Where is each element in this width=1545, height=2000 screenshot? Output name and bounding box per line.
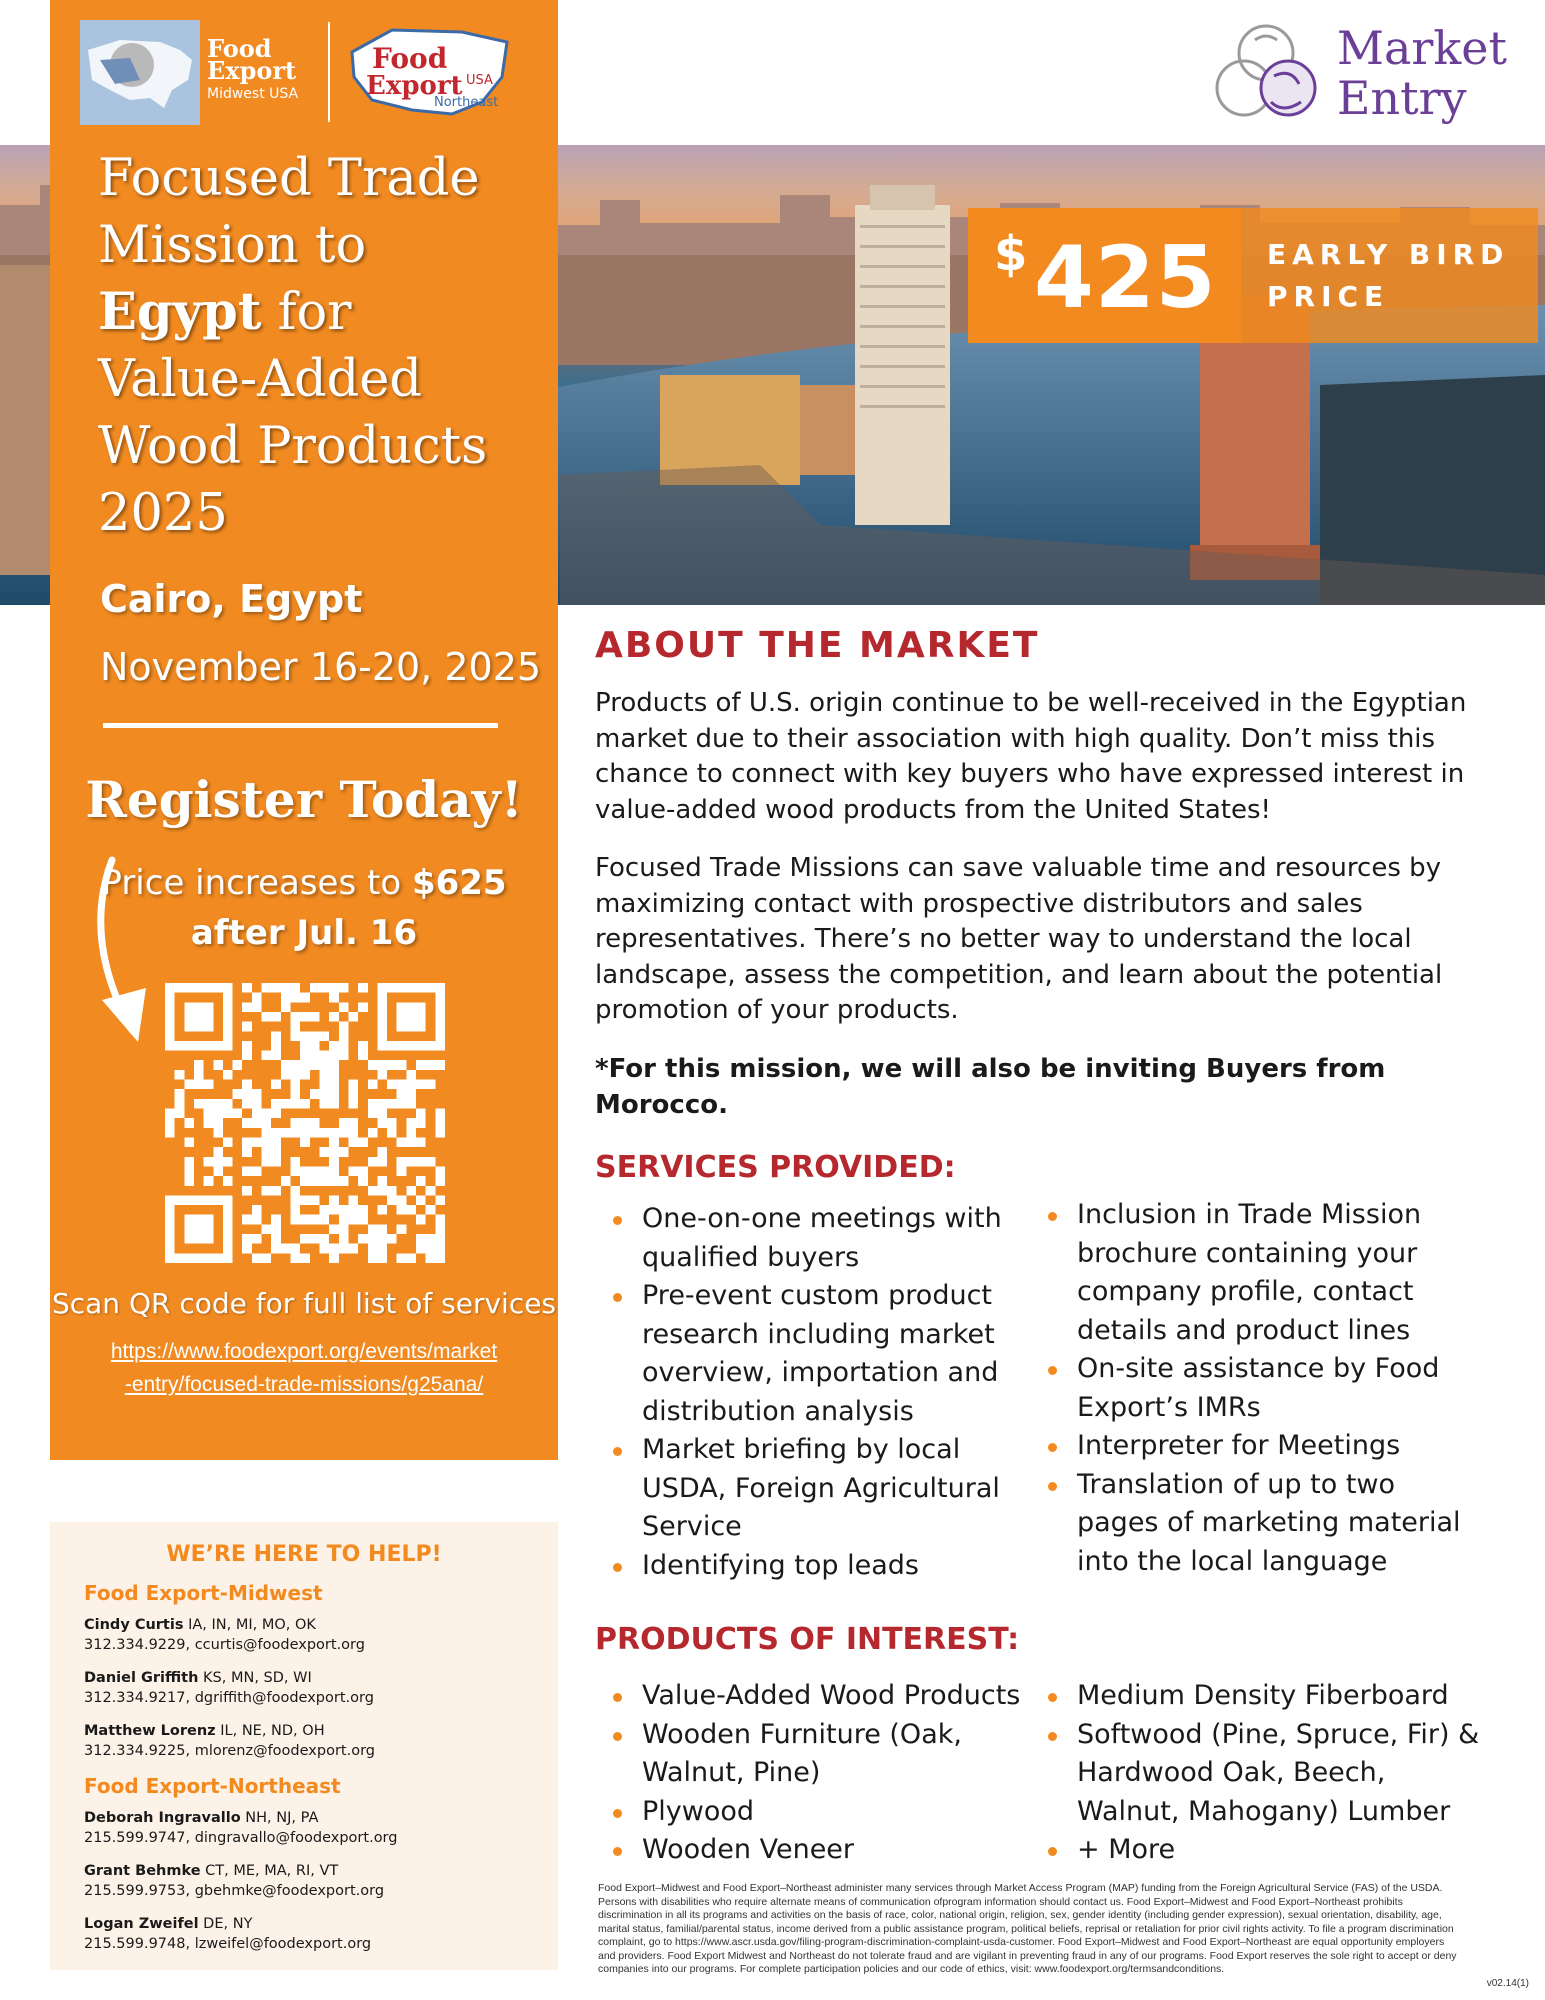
contact-entry	[84, 1808, 558, 1848]
contact-states: IA, IN, MI, MO, OK	[183, 1617, 316, 1633]
contact-details[interactable]: 215.599.9753, gbehmke@foodexport.org	[84, 1883, 385, 1899]
contacts-box	[50, 1522, 558, 1970]
contact-details[interactable]: 215.599.9748, lzweifel@foodexport.org	[84, 1936, 372, 1952]
registration-link[interactable]	[90, 1335, 518, 1401]
contact-name: Daniel Griffith	[84, 1670, 199, 1686]
contacts-title: WE’RE HERE TO HELP!	[166, 1542, 442, 1567]
price-amount-box	[968, 208, 1241, 343]
fen-region: Northeast	[434, 95, 499, 110]
about-note-morocco: *For this mission, we will also be inviting Buyers from Morocco.	[595, 1054, 1386, 1120]
event-city: Cairo, Egypt	[100, 577, 363, 621]
title-line3-rest: for	[261, 283, 352, 342]
title-country: Egypt	[98, 282, 262, 342]
contact-entry	[84, 1861, 558, 1901]
contact-details[interactable]: 312.334.9217, dgriffith@foodexport.org	[84, 1690, 374, 1706]
early-bird-price-callout	[968, 208, 1538, 343]
list-item: One-on-one meetings with qualified buyers	[595, 1200, 1015, 1277]
list-item: Softwood (Pine, Spruce, Fir) & Hardwood Oak, Beech, Walnut, Mahogany) Lumber	[1030, 1716, 1480, 1832]
contact-entry	[84, 1615, 558, 1655]
contact-states: DE, NY	[198, 1916, 253, 1932]
contact-details[interactable]: 312.334.9225, mlorenz@foodexport.org	[84, 1743, 375, 1759]
contact-entry	[84, 1914, 558, 1954]
fem-line1: Food	[207, 34, 272, 63]
services-list-left	[595, 1200, 1015, 1585]
title-line1: Focused Trade	[98, 149, 480, 208]
title-line2: Mission to	[98, 216, 367, 275]
qr-code-icon[interactable]	[165, 983, 445, 1263]
contact-entry	[84, 1721, 558, 1761]
list-item: Inclusion in Trade Mission brochure containing your company profile, contact details and product lines	[1030, 1196, 1480, 1350]
price-currency: $	[994, 226, 1028, 282]
contact-name: Grant Behmke	[84, 1863, 201, 1879]
contact-details[interactable]: 215.599.9747, dingravallo@foodexport.org	[84, 1830, 398, 1846]
market-entry-line1: Market	[1336, 21, 1507, 75]
scan-qr-caption: Scan QR code for full list of services	[51, 1287, 557, 1320]
logo-divider	[328, 22, 330, 122]
title-line6: 2025	[98, 484, 228, 543]
fem-wordmark	[207, 34, 297, 85]
registration-link-line1[interactable]: https://www.foodexport.org/events/market	[110, 1340, 498, 1363]
fem-region: Midwest USA	[207, 86, 299, 102]
contact-states: CT, ME, MA, RI, VT	[200, 1863, 339, 1879]
about-paragraph-2: Focused Trade Missions can save valuable time and resources by maximizing contact with prospective distributors and sales representatives. There’s no better way to understand the local landscape, assess the competition, and learn about the potential promotion of your products.	[595, 853, 1443, 1025]
contact-name: Matthew Lorenz	[84, 1723, 216, 1739]
event-title	[98, 145, 548, 547]
contact-states: KS, MN, SD, WI	[198, 1670, 312, 1686]
list-item: + More	[1030, 1831, 1480, 1870]
title-line4: Value-Added	[98, 350, 423, 409]
list-item: Translation of up to two pages of marketing material into the local language	[1030, 1466, 1480, 1582]
register-heading: Register Today!	[85, 770, 523, 829]
list-item: Wooden Veneer	[595, 1831, 1035, 1870]
price-label-line2: PRICE	[1267, 280, 1390, 313]
price-label-box	[1241, 208, 1538, 343]
contact-name: Deborah Ingravallo	[84, 1810, 241, 1826]
event-dates: November 16-20, 2025	[100, 645, 542, 689]
products-heading: PRODUCTS OF INTEREST:	[595, 1622, 1020, 1657]
fen-logo	[342, 22, 517, 122]
list-item: On-site assistance by Food Export’s IMRs	[1030, 1350, 1480, 1427]
fem-line2: Export	[207, 56, 297, 85]
price-increase-date: after Jul. 16	[190, 913, 418, 953]
fen-usa: USA	[466, 73, 493, 88]
org-name-midwest: Food Export-Midwest	[84, 1581, 323, 1605]
contact-name: Cindy Curtis	[84, 1617, 184, 1633]
divider-rule	[103, 723, 498, 728]
services-heading: SERVICES PROVIDED:	[595, 1150, 956, 1185]
list-item: Value-Added Wood Products	[595, 1677, 1035, 1716]
market-entry-wordmark	[1337, 23, 1507, 123]
fen-line1: Food	[372, 42, 448, 75]
market-entry-brand	[1211, 18, 1507, 128]
org-name-northeast: Food Export-Northeast	[84, 1774, 341, 1798]
products-list-left	[595, 1677, 1035, 1870]
price-increase-prefix: Price increases to	[101, 863, 412, 903]
list-item: Medium Density Fiberboard	[1030, 1677, 1480, 1716]
contact-name: Logan Zweifel	[84, 1916, 199, 1932]
fen-line2: Export	[366, 71, 463, 101]
title-line5: Wood Products	[98, 417, 488, 476]
list-item: Pre-event custom product research including market overview, importation and distribution analysis	[595, 1277, 1015, 1431]
price-amount: 425	[1034, 228, 1217, 328]
price-increase-amount: $625	[411, 863, 507, 903]
usa-map-icon	[80, 20, 200, 125]
title-line3	[98, 279, 548, 346]
list-item: Plywood	[595, 1793, 1035, 1832]
price-label-line1: EARLY BIRD	[1267, 238, 1510, 271]
market-entry-line2: Entry	[1336, 71, 1467, 125]
contact-states: IL, NE, ND, OH	[215, 1723, 325, 1739]
list-item: Interpreter for Meetings	[1030, 1427, 1480, 1466]
partner-logos	[80, 20, 530, 125]
about-paragraph-1: Products of U.S. origin continue to be well-received in the Egyptian market due to their association with high quality. Don’t miss this chance to connect with key buyers who have expressed interest in value-added wood products from the United States!	[595, 688, 1467, 825]
registration-link-line2[interactable]: -entry/focused-trade-missions/g25ana/	[124, 1373, 484, 1396]
contact-entry	[84, 1668, 558, 1708]
products-list-right	[1030, 1677, 1480, 1870]
legal-fine-print: Food Export–Midwest and Food Export–Northeast administer many services through Market Access Program (MAP) funding from the Foreign Agricultural Service (FAS) of the USDA. Persons with disabilities who require alternate means of communication ofprogram information should contact us. Food Export–Midwest and Food Export–Northeast prohibits discrimination in all its programs and activities on the basis of race, color, national origin, religion, sex, gender identity (including gender expression), sexual orientation, disability, age, marital status, familial/parental status, income derived from a public assistance program, political beliefs, reprisal or retaliation for prior civil rights activity. To file a program discrimination complaint, go to https://www.ascr.usda.gov/filing-program-discrimination-complaint-usda-customer. Food Export–Midwest and Food Export–Northeast are equal opportunity employers and providers. Food Export Midwest and Northeast do not tolerate fraud and are vigilant in preventing fraud in any of our programs. Food Export reserves the sole right to accept or deny companies into our programs. For complete participation policies and our code of ethics, visit: www.foodexport.org/termsandconditions.	[598, 1882, 1457, 1975]
event-panel	[50, 0, 558, 1460]
list-item: Identifying top leads	[595, 1547, 1015, 1586]
market-entry-logo-icon	[1211, 18, 1321, 128]
contact-details[interactable]: 312.334.9229, ccurtis@foodexport.org	[84, 1637, 365, 1653]
version-label: v02.14(1)	[1486, 1978, 1529, 1989]
list-item: Market briefing by local USDA, Foreign Agricultural Service	[595, 1431, 1015, 1547]
list-item: Wooden Furniture (Oak, Walnut, Pine)	[595, 1716, 1035, 1793]
services-list-right	[1030, 1196, 1480, 1581]
about-heading: ABOUT THE MARKET	[595, 625, 1040, 666]
contact-states: NH, NJ, PA	[240, 1810, 319, 1826]
